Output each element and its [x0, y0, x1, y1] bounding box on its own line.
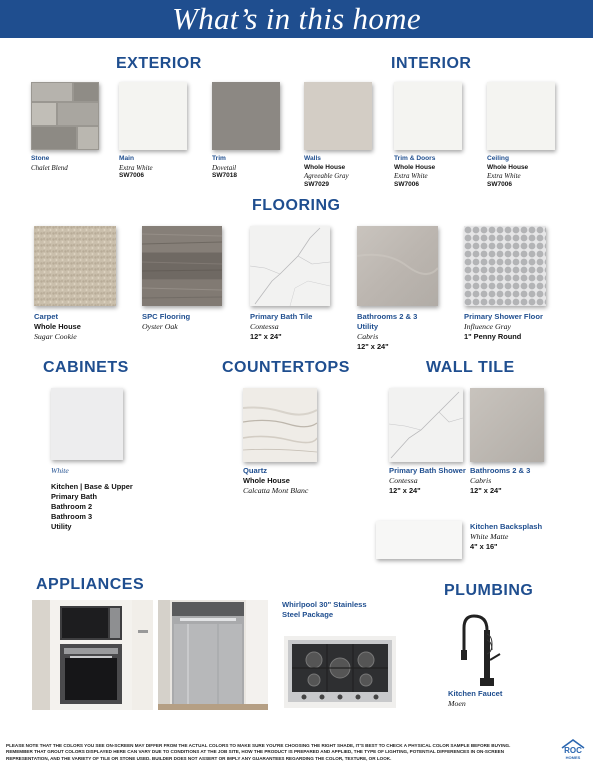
interior-heading: INTERIOR — [391, 55, 472, 72]
dishwasher-photo — [158, 600, 268, 710]
appliance-package-label: Whirlpool 30" Stainless Steel Package — [282, 600, 367, 619]
cabinet-location-4: Bathroom 3 — [51, 512, 93, 521]
backsplash-label: Kitchen Backsplash — [470, 522, 543, 531]
shower-floor-size: 1" Penny Round — [464, 332, 522, 341]
shower-floor-caption — [464, 312, 543, 342]
ceiling-label: Ceiling — [487, 155, 509, 162]
bathrooms-wall-tile-size: 12" x 24" — [470, 486, 502, 495]
header-banner — [0, 0, 593, 38]
trim-doors-swatch — [394, 82, 462, 150]
roc-homes-logo — [560, 738, 586, 762]
shower-floor-color: Influence Gray — [464, 322, 511, 331]
carpet-color: Sugar Cookie — [34, 332, 77, 341]
flooring-heading: FLOORING — [252, 197, 341, 214]
appliances-heading: APPLIANCES — [36, 576, 145, 593]
ceiling-color-name: Extra White — [487, 172, 521, 181]
trim-color-code: SW7018 — [212, 172, 237, 180]
wall-oven-microwave-photo — [32, 600, 153, 710]
bathrooms-wall-tile-caption — [470, 466, 530, 496]
trim-doors-caption — [394, 155, 435, 189]
ceiling-swatch — [487, 82, 555, 150]
primary-bath-tile-caption — [250, 312, 312, 342]
kitchen-faucet-label: Kitchen Faucet — [448, 689, 503, 698]
countertop-swatch — [243, 388, 317, 462]
cabinet-color: White — [51, 466, 69, 475]
ceiling-location: Whole House — [487, 163, 529, 171]
cabinet-caption — [51, 466, 133, 532]
bathrooms-wall-tile-color: Cabris — [470, 476, 492, 485]
cabinets-heading: CABINETS — [43, 359, 129, 376]
plumbing-heading: PLUMBING — [444, 582, 534, 599]
stone-caption — [31, 155, 68, 172]
logo-subtext: HOMES — [565, 755, 581, 760]
walls-color-code: SW7029 — [304, 180, 329, 188]
walls-swatch — [304, 82, 372, 150]
main-caption — [119, 155, 153, 181]
main-swatch — [119, 82, 187, 150]
primary-bath-tile-color: Contessa — [250, 322, 279, 331]
spc-caption — [142, 312, 190, 332]
bathrooms-tile-swatch — [357, 226, 438, 306]
bathrooms-tile-size: 12" x 24" — [357, 342, 389, 351]
ceiling-caption — [487, 155, 528, 189]
bathrooms-wall-tile-swatch — [470, 388, 544, 462]
exterior-heading: EXTERIOR — [116, 55, 202, 72]
kitchen-faucet-brand: Moen — [448, 699, 466, 708]
countertop-label: Quartz — [243, 466, 268, 475]
carpet-caption — [34, 312, 81, 342]
main-label: Main — [119, 155, 135, 162]
walls-caption — [304, 155, 349, 189]
primary-bath-tile-label: Primary Bath Tile — [250, 312, 313, 321]
trim-doors-color-name: Extra White — [394, 172, 428, 181]
cabinet-location-1: Kitchen | Base & Upper — [51, 482, 133, 491]
carpet-label: Carpet — [34, 312, 59, 321]
carpet-location: Whole House — [34, 322, 81, 331]
appliance-package-caption — [282, 600, 376, 620]
main-color-name: Extra White — [119, 163, 153, 172]
cabinet-location-5: Utility — [51, 522, 72, 531]
trim-doors-location: Whole House — [394, 163, 436, 171]
walls-color-name: Agreeable Gray — [304, 172, 349, 181]
shower-wall-tile-caption — [389, 466, 466, 496]
shower-floor-label: Primary Shower Floor — [464, 312, 543, 321]
backsplash-caption — [470, 522, 542, 552]
shower-wall-tile-color: Contessa — [389, 476, 418, 485]
primary-bath-tile-swatch — [250, 226, 330, 306]
cabinet-swatch — [51, 388, 123, 460]
trim-label: Trim — [212, 155, 226, 162]
carpet-swatch — [34, 226, 116, 306]
backsplash-size: 4" x 16" — [470, 542, 498, 551]
spc-label: SPC Flooring — [142, 312, 191, 321]
countertops-heading: COUNTERTOPS — [222, 359, 350, 376]
backsplash-swatch — [376, 521, 462, 559]
shower-wall-tile-swatch — [389, 388, 463, 462]
trim-caption — [212, 155, 237, 181]
countertop-caption — [243, 466, 308, 496]
countertop-location: Whole House — [243, 476, 290, 485]
bathrooms-tile-label: Bathrooms 2 & 3 — [357, 312, 418, 321]
countertop-color: Calcatta Mont Blanc — [243, 486, 309, 495]
bathrooms-wall-tile-label: Bathrooms 2 & 3 — [470, 466, 531, 475]
trim-doors-color-code: SW7006 — [394, 180, 419, 188]
kitchen-faucet-photo — [448, 610, 522, 690]
trim-swatch — [212, 82, 280, 150]
main-color-code: SW7006 — [119, 172, 144, 180]
logo-wordmark: ROC — [564, 746, 582, 755]
wall-tile-heading: WALL TILE — [426, 359, 515, 376]
spc-color: Oyster Oak — [142, 322, 178, 331]
trim-doors-label: Trim & Doors — [394, 155, 436, 162]
walls-label: Walls — [304, 155, 321, 162]
shower-wall-tile-label: Primary Bath Shower — [389, 466, 466, 475]
bathrooms-tile-color: Cabris — [357, 332, 379, 341]
cabinet-location-2: Primary Bath — [51, 492, 98, 501]
backsplash-color: White Matte — [470, 532, 509, 541]
walls-location: Whole House — [304, 163, 346, 171]
kitchen-faucet-caption — [448, 689, 502, 709]
stone-value: Chalet Blend — [31, 163, 68, 172]
shower-wall-tile-size: 12" x 24" — [389, 486, 421, 495]
ceiling-color-code: SW7006 — [487, 180, 512, 188]
shower-floor-swatch — [464, 226, 546, 306]
primary-bath-tile-size: 12" x 24" — [250, 332, 282, 341]
spc-flooring-swatch — [142, 226, 222, 306]
trim-color-name: Dovetail — [212, 163, 237, 172]
cooktop-photo — [284, 636, 396, 708]
bathrooms-tile-caption — [357, 312, 417, 352]
disclaimer-text: PLEASE NOTE THAT THE COLORS YOU SEE ON-SCREEN MAY DIFFER FROM THE ACTUAL COLORS TO MAKE SURE YOU'RE CHOOSING THE RIGHT SHADE, IT'S BEST TO CHECK A PHYSICAL COLOR SAMPLE BEFORE BUYING. REMEMBER THAT GROUT COLORS DISPLAYED HERE CAN VARY DUE TO CONDITIONS AT THE JOB SITE, HOW THE PRODUCT IS PREPARED AND APPLIED, THE TYPE OF LIGHTING, POTENTIAL DIFFERENCES IN ON-SCREEN REPRESENTATION, AND THE VARIETY OF TILE OR STONE USED. BUILDER DOES NOT ASSERT OR IMPLY ANY GUARANTEES REGARDING THE COLOR, TEXTURE, OR LOOK. — [6, 743, 511, 761]
bathrooms-tile-utility: Utility — [357, 322, 379, 331]
stone-swatch — [31, 82, 99, 150]
cabinet-location-3: Bathroom 2 — [51, 502, 93, 511]
page-title: What’s in this home — [172, 1, 421, 36]
stone-label: Stone — [31, 155, 50, 162]
